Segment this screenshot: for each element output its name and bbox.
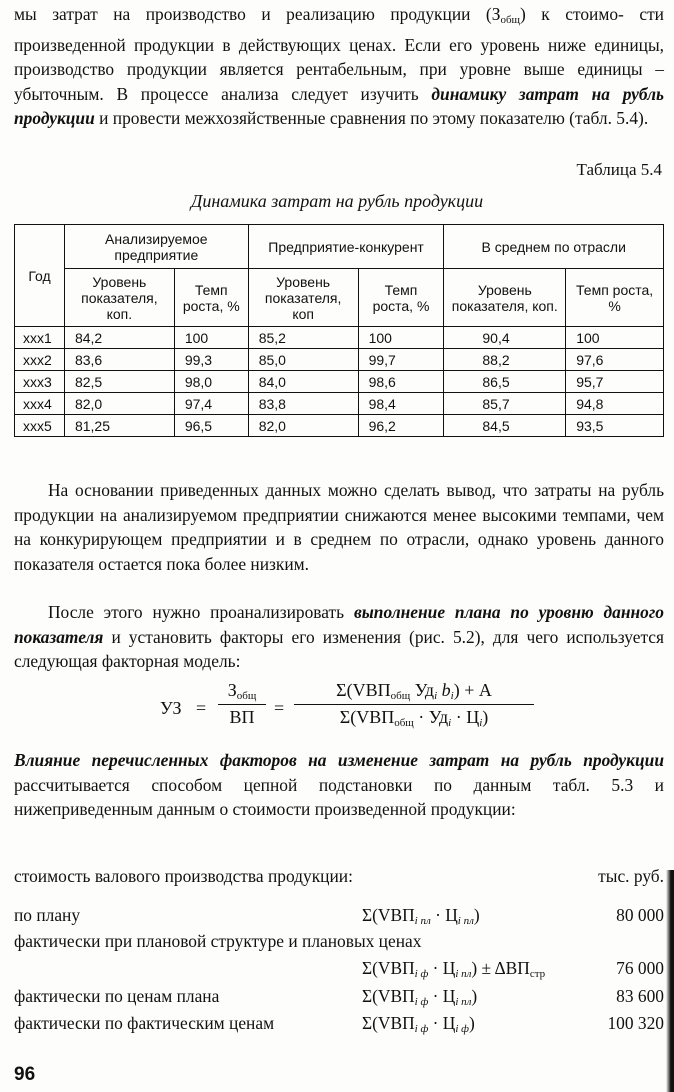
- table-cell: 83,6: [64, 349, 174, 371]
- table-label: Таблица 5.4: [576, 160, 662, 179]
- sub-header-level: Уровень показателя, коп: [248, 269, 358, 327]
- table-cell: 85,2: [248, 327, 358, 349]
- page-number: 96: [14, 1064, 36, 1085]
- table-cell: 85,0: [248, 349, 358, 371]
- table-cell: 84,2: [64, 327, 174, 349]
- table-title: Динамика затрат на рубль продукции: [190, 191, 484, 211]
- table-cell: 93,5: [566, 415, 664, 437]
- table-cell: 82,0: [64, 393, 174, 415]
- table-cell: 84,5: [444, 415, 566, 437]
- listing-header: стоимость валового производства продукции:: [14, 866, 353, 886]
- list-item: фактически по фактическим ценам $\Sigma(VВП_{i ф} \cdot Ц_{i ф})$ 100 320: [14, 1013, 664, 1035]
- table-cell: 98,0: [174, 371, 248, 393]
- table-cell: 98,4: [358, 393, 444, 415]
- formula-lhs: УЗ: [160, 698, 182, 718]
- table-row: [15, 349, 664, 371]
- sub-header-level: Уровень показателя, коп.: [444, 269, 566, 327]
- paragraph-factors: Влияние перечисленных факторов на изменение затрат на рубль продукции рассчитывается способом цепной подстановки по данным табл. 5.3 и нижеприведенным данным о стоимости произведенной продукции:: [14, 750, 664, 820]
- list-item: по плану $\Sigma(VВП_{i пл} \cdot Ц_{i пл})$ 80 000: [14, 905, 664, 927]
- table-cell: xxx5: [15, 415, 65, 437]
- intro-emphasis: динамику затрат на рубль продукции: [14, 83, 664, 129]
- list-item: фактически по ценам плана $\Sigma(VВП_{i ф} \cdot Ц_{i пл})$ 83 600: [14, 986, 664, 1008]
- scan-edge-shadow: [666, 870, 674, 1092]
- list-item: $\Sigma(VВП_{i ф} \cdot Ц_{i пл}) \pm \Delta ВП_{стр}$ 76 000: [362, 958, 664, 980]
- table-cell: 81,25: [64, 415, 174, 437]
- listing-header-row: [14, 866, 664, 890]
- table-cell: xxx2: [15, 349, 65, 371]
- table-row: [15, 415, 664, 437]
- table-cell: 100: [566, 327, 664, 349]
- group-header: Предприятие-конкурент: [248, 225, 444, 269]
- table-row: [15, 393, 664, 415]
- sub-header-rate: Темп роста, %: [566, 269, 664, 327]
- table-cell: xxx1: [15, 327, 65, 349]
- table-cell: 99,3: [174, 349, 248, 371]
- intro-paragraph: мы затрат на производство и реализацию продукции $(З_{общ})$ к стоимо- сти произведенной продукции в действующих ценах. Если его уровень ниже единицы, производство продукции является рентабельным, при уровне выше единицы – убыточным. В процессе анализа следует изучить динамику затрат на рубль продукции и провести межхозяйственные сравнения по этому показателю (табл. 5.4).: [14, 4, 664, 129]
- paragraph-plan-analysis: После этого нужно проанализировать выполнение плана по уровню данного показателя и установить факторы его изменения (рис. 5.2), для чего используется следующая факторная модель:: [14, 602, 664, 672]
- table-cell: 97,6: [566, 349, 664, 371]
- factors-emphasis: Влияние перечисленных факторов на изменение затрат на рубль продукции: [14, 750, 664, 770]
- table-cell: 82,5: [64, 371, 174, 393]
- table-cell: 94,8: [566, 393, 664, 415]
- group-header: В среднем по отрасли: [444, 225, 664, 269]
- table-cell: 84,0: [248, 371, 358, 393]
- table-cell: 96,2: [358, 415, 444, 437]
- data-table: [14, 224, 664, 437]
- year-header: Год: [15, 225, 65, 327]
- group-header: Анализируемое предприятие: [64, 225, 248, 269]
- table-row: [15, 327, 664, 349]
- sub-header-rate: Темп роста, %: [358, 269, 444, 327]
- table-cell: xxx3: [15, 371, 65, 393]
- plan-emphasis: выполнение плана по уровню данного показателя: [14, 602, 664, 647]
- table-cell: 99,7: [358, 349, 444, 371]
- paragraph-conclusion: На основании приведенных данных можно сделать вывод, что затраты на рубль продукции на анализируемом предприятии снижаются менее высокими темпами, чем на конкурирующем предприятии и в среднем по отрасли, однако уровень данного показателя остается пока более низким.: [14, 480, 664, 574]
- sub-header-rate: Темп роста, %: [174, 269, 248, 327]
- sub-header-level: Уровень показателя, коп.: [64, 269, 174, 327]
- table-cell: 100: [358, 327, 444, 349]
- table-cell: 97,4: [174, 393, 248, 415]
- table-cell: xxx4: [15, 393, 65, 415]
- table-cell: 100: [174, 327, 248, 349]
- table-cell: 88,2: [444, 349, 566, 371]
- table-cell: 83,8: [248, 393, 358, 415]
- table-row: [15, 371, 664, 393]
- table-cell: 90,4: [444, 327, 566, 349]
- list-item: фактически при плановой структуре и плановых ценах: [14, 931, 422, 951]
- table-cell: 95,7: [566, 371, 664, 393]
- formula-eq: =: [196, 698, 207, 718]
- listing-unit: тыс. руб.: [598, 866, 664, 886]
- table-cell: 82,0: [248, 415, 358, 437]
- table-cell: 85,7: [444, 393, 566, 415]
- table-cell: 98,6: [358, 371, 444, 393]
- table-cell: 96,5: [174, 415, 248, 437]
- formula-fraction-2: $\Sigma(VВП_{общ}$ $Уд_i$ $b_i) + А$ $\Sigma(VВП_{общ} \cdot Уд_i \cdot Ц_i)$: [294, 680, 534, 729]
- table-cell: 86,5: [444, 371, 566, 393]
- formula-fraction-1: $З_{общ}$ ВП: [218, 680, 266, 728]
- factor-model-formula: УЗ = $З_{общ}$ ВП = $\Sigma(VВП_{общ}$ $Уд_i$ $b_i) + А$ $\Sigma(VВП_{общ} \cdot Уд_i \cdot Ц_i)$: [160, 680, 560, 740]
